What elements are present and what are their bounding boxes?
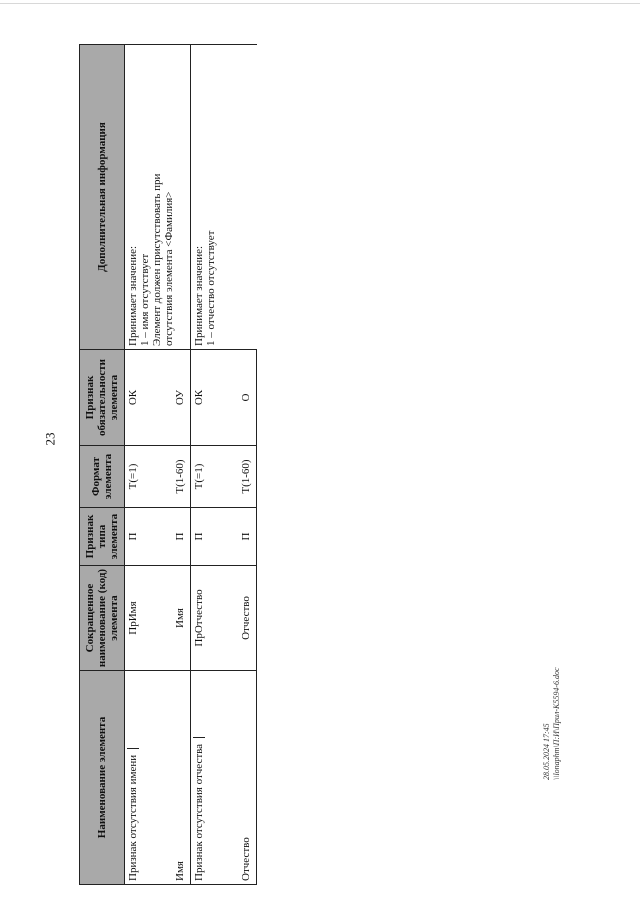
cell-name: Признак отсутствия отчества xyxy=(191,671,223,885)
file-footer xyxy=(542,440,562,780)
cell-code: ПрОтчество xyxy=(191,566,223,671)
cell-info xyxy=(191,45,257,350)
bracket-mark xyxy=(193,737,205,738)
cell-required: ОУ xyxy=(156,350,191,446)
info-line: отсутствия элемента <Фамилия> xyxy=(163,191,175,346)
cell-type: П xyxy=(156,508,191,566)
info-line: Принимает значение: xyxy=(127,245,139,346)
cell-info xyxy=(125,45,191,350)
header-additional-info: Дополнительная информация xyxy=(80,45,125,350)
table-row xyxy=(125,45,157,885)
footer-timestamp: 28.05.2024 17:45 xyxy=(542,723,551,780)
info-line: 1 – имя отсутствует xyxy=(139,253,151,346)
cell-format: T(1-60) xyxy=(156,446,191,508)
cell-type: П xyxy=(125,508,157,566)
info-line: 1 – отчество отсутствует xyxy=(205,230,217,346)
cell-name: Имя xyxy=(156,671,191,885)
cell-required: ОК xyxy=(191,350,223,446)
header-element-type: Признак типа элемента xyxy=(80,508,125,566)
info-line: Принимает значение: xyxy=(193,245,205,346)
cell-required: ОК xyxy=(125,350,157,446)
cell-type: П xyxy=(222,508,257,566)
header-element-name: Наименование элемента xyxy=(80,671,125,885)
info-line: Элемент должен присутствовать при xyxy=(151,173,163,346)
cell-format: T(=1) xyxy=(191,446,223,508)
scan-edge-line xyxy=(0,3,640,4)
cell-name: Признак отсутствия имени xyxy=(125,671,157,885)
cell-code: ПрИмя xyxy=(125,566,157,671)
page-number: 23 xyxy=(42,432,58,446)
cell-format: T(=1) xyxy=(125,446,157,508)
table-header-row xyxy=(80,45,125,885)
cell-format: T(1-60) xyxy=(222,446,257,508)
cell-code: Имя xyxy=(156,566,191,671)
header-element-format: Формат элемента xyxy=(80,446,125,508)
rotated-table-container xyxy=(79,45,252,885)
cell-type: П xyxy=(191,508,223,566)
header-element-required: Признак обязательности элемента xyxy=(80,350,125,446)
elements-table xyxy=(79,44,257,885)
table-row xyxy=(191,45,223,885)
cell-name: Отчество xyxy=(222,671,257,885)
bracket-mark xyxy=(127,748,139,749)
cell-required: О xyxy=(222,350,257,446)
footer-filepath: \\lonaphm\П:И\Прил-К5594-6.doc xyxy=(552,667,561,780)
cell-code: Отчество xyxy=(222,566,257,671)
header-element-code: Сокращенное наименование (код) элемента xyxy=(80,566,125,671)
